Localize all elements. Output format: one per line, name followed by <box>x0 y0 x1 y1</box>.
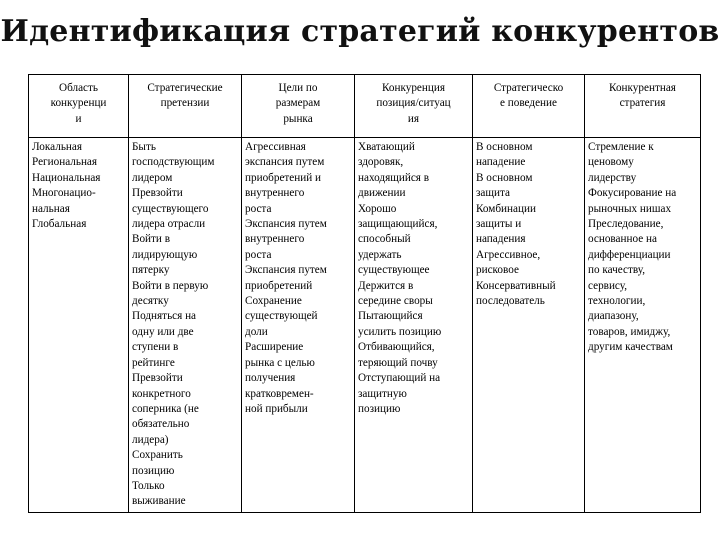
table-cell <box>29 138 129 513</box>
table-cell-line: Отступающий на <box>358 372 441 385</box>
table-cell-line: конкретного <box>132 387 191 400</box>
table-cell-line: защитную <box>358 387 407 400</box>
table-cell-line: Фокусирование на <box>588 187 677 200</box>
table-cell-line: Только <box>132 479 165 492</box>
column-header-line: размерам <box>275 97 321 110</box>
table-cell-line: по качеству, <box>588 264 646 277</box>
table-cell-line: Стремление к <box>588 141 654 153</box>
column-header-line: Стратегическо <box>493 82 564 94</box>
table-cell-line: основанное на <box>588 233 657 246</box>
table-cell-line: позицию <box>358 402 401 415</box>
column-header <box>29 75 129 138</box>
table-cell-line: последователь <box>476 295 545 308</box>
column-header-line: и <box>75 112 82 125</box>
table-cell <box>129 138 242 513</box>
table-cell-line: обязательно <box>132 418 190 431</box>
table-cell-line: сервису, <box>588 279 628 292</box>
table-cell-line: нападения <box>476 233 526 246</box>
table-cell-line: ценовому <box>588 156 634 169</box>
table-cell-line: удержать <box>358 248 402 261</box>
table-cell-line: внутреннего <box>245 233 305 246</box>
table-cell-line: диапазону, <box>588 310 639 323</box>
table-cell-line: В основном <box>476 171 533 184</box>
table-cell-line: лидера отрасли <box>132 218 206 231</box>
table-cell-line: Экспансия путем <box>245 218 327 231</box>
table-cell-line: защищающийся, <box>358 218 438 231</box>
table-cell-line: теряющий почву <box>358 356 438 369</box>
table-cell-line: доли <box>245 325 268 338</box>
column-header <box>129 75 242 138</box>
table-cell-line: внутреннего <box>245 187 305 200</box>
table-cell-line: здоровяк, <box>358 156 404 169</box>
table-cell-line: Локальная <box>32 141 83 153</box>
column-header <box>355 75 473 138</box>
table-cell-line: ступени в <box>132 341 179 354</box>
table-cell-line: технологии, <box>588 295 646 308</box>
table-cell-line: лидерству <box>588 171 637 184</box>
column-header-line: позиция/ситуац <box>376 97 451 110</box>
table-cell-line: способный <box>358 233 411 246</box>
table-cell-line: движении <box>358 187 406 200</box>
table-cell-line: защита <box>476 187 510 200</box>
table-cell-line: господствующим <box>132 156 215 169</box>
table-cell-line: лидирующую <box>132 248 198 261</box>
table-cell-line: приобретений и <box>245 171 322 184</box>
table-cell-line: десятку <box>132 295 169 308</box>
column-header <box>585 75 701 138</box>
table-cell-line: существующего <box>132 202 209 215</box>
page-title: Идентификация стратегий конкурентов <box>0 14 720 49</box>
table-cell-line: позицию <box>132 464 175 477</box>
table-cell-line: роста <box>245 202 272 215</box>
table-cell-line: Сохранение <box>245 295 302 308</box>
table-cell-line: Агрессивная <box>245 141 306 153</box>
table-cell-line: Региональная <box>32 156 98 169</box>
table-cell-line: Экспансия путем <box>245 264 327 277</box>
table-cell-line: Преследование, <box>588 218 664 231</box>
table-cell <box>473 138 585 513</box>
table-cell-line: Быть <box>132 141 156 153</box>
table-cell-line: рисковое <box>476 264 519 277</box>
table-cell-line: роста <box>245 248 272 261</box>
table-row <box>29 138 701 513</box>
column-header <box>473 75 585 138</box>
column-header-line: Стратегические <box>147 82 223 94</box>
table-cell-line: Превзойти <box>132 372 183 385</box>
table-cell-line: В основном <box>476 141 533 153</box>
table-cell-line: Войти в первую <box>132 279 209 292</box>
table-cell <box>355 138 473 513</box>
column-header-line: е поведение <box>500 97 557 110</box>
table-cell-line: усилить позицию <box>358 325 442 338</box>
table-cell-line: Пытающийся <box>358 310 423 323</box>
table-cell-line: Войти в <box>132 233 170 246</box>
table-cell-line: Расширение <box>245 341 304 354</box>
table-cell-line: Глобальная <box>32 218 87 231</box>
table-cell-line: экспансия путем <box>245 156 325 169</box>
table-cell-line: рейтинге <box>132 356 175 369</box>
table-cell-line: пятерку <box>132 264 170 277</box>
table-cell-line: приобретений <box>245 279 313 292</box>
table-cell-line: нальная <box>32 202 70 215</box>
strategy-table <box>28 74 701 513</box>
table-cell-line: существующее <box>358 264 430 277</box>
table-cell <box>585 138 701 513</box>
table-cell-line: Отбивающийся, <box>358 341 435 354</box>
table-cell-line: ной прибыли <box>245 402 308 415</box>
table-cell-line: кратковремен- <box>245 387 314 400</box>
column-header-line: Конкурентная <box>609 82 676 94</box>
table-cell-line: Подняться на <box>132 310 197 323</box>
table-cell-line: защиты и <box>476 218 522 231</box>
column-header-line: стратегия <box>619 97 666 110</box>
table-cell-line: Сохранить <box>132 449 183 462</box>
table-cell-line: получения <box>245 372 296 385</box>
table-cell-line: середине своры <box>358 295 433 308</box>
table-cell-line: находящийся в <box>358 171 430 184</box>
table-cell-line: дифференциации <box>588 248 671 261</box>
column-header-line: ия <box>407 112 420 125</box>
table-cell-line: выживание <box>132 495 186 508</box>
table-cell-line: товаров, имиджу, <box>588 325 671 338</box>
column-header-line: Цели по <box>278 82 318 94</box>
table-cell-line: Консервативный <box>476 279 556 292</box>
table-cell-line: нападение <box>476 156 526 169</box>
column-header-line: конкуренци <box>50 97 107 110</box>
table-cell-line: Национальная <box>32 171 101 184</box>
column-header-line: рынка <box>283 112 313 125</box>
table-cell-line: Многонацио- <box>32 187 96 200</box>
table-cell-line: Хорошо <box>358 202 397 215</box>
table-cell-line: соперника (не <box>132 402 199 415</box>
table-cell-line: другим качествам <box>588 341 673 354</box>
column-header <box>242 75 355 138</box>
table-cell-line: рынка с целью <box>245 356 315 369</box>
table-cell-line: лидером <box>132 171 173 184</box>
column-header-line: Конкуренция <box>381 82 446 94</box>
table-cell <box>242 138 355 513</box>
table-header-row <box>29 75 701 138</box>
table-cell-line: Комбинации <box>476 202 536 215</box>
table-cell-line: одну или две <box>132 325 194 338</box>
table-cell-line: Превзойти <box>132 187 183 200</box>
table-cell-line: существующей <box>245 310 318 323</box>
column-header-line: претензии <box>160 97 210 110</box>
table-cell-line: рыночных нишах <box>588 202 672 215</box>
table-cell-line: Хватающий <box>358 141 415 153</box>
table-cell-line: лидера) <box>132 433 169 446</box>
table-cell-line: Агрессивное, <box>476 248 541 261</box>
column-header-line: Область <box>59 82 98 94</box>
table-cell-line: Держится в <box>358 279 414 292</box>
